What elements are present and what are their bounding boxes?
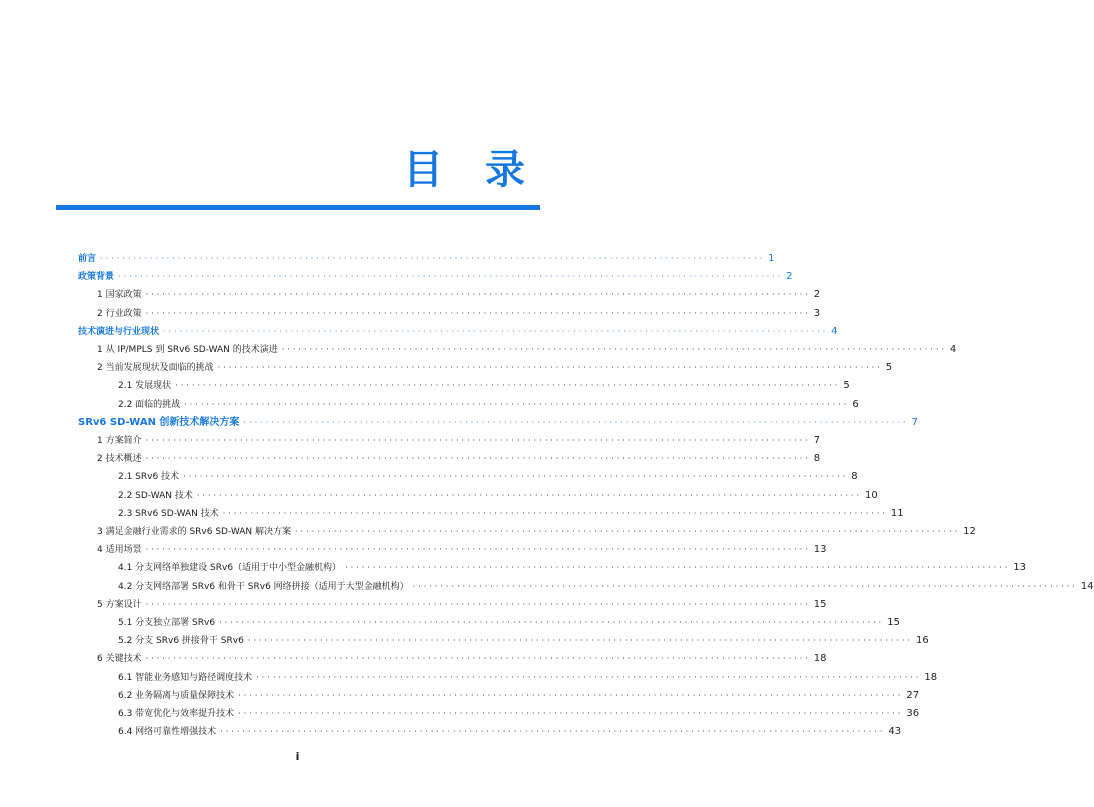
- toc-dot-leader: ························································································································: [145, 545, 811, 555]
- toc-entry-page: 18: [924, 671, 938, 683]
- toc-dot-leader: ························································································································: [295, 527, 961, 536]
- toc-entry-label: 6 关键技术: [97, 654, 142, 665]
- toc-entry-page: 4: [949, 344, 957, 355]
- toc-entry-page: 5: [885, 362, 893, 374]
- toc-dot-leader: ························································································································: [145, 290, 811, 300]
- toc-entry-label: 6.2 业务隔离与质量保障技术: [118, 690, 235, 701]
- toc-entry-page: 7: [813, 435, 821, 446]
- toc-entry[interactable]: [118, 468, 858, 486]
- toc-entry-page: 4: [831, 325, 838, 337]
- toc-dot-leader: ························································································································: [256, 672, 922, 682]
- toc-entry[interactable]: [97, 541, 827, 559]
- toc-entry[interactable]: [118, 687, 920, 705]
- toc-entry[interactable]: [118, 487, 878, 505]
- toc-entry[interactable]: [97, 286, 821, 304]
- toc-entry-label: 6.3 带宽优化与效率提升技术: [118, 709, 235, 719]
- toc-dot-leader: ························································································································: [145, 654, 811, 664]
- toc-entry[interactable]: [78, 250, 775, 268]
- title-divider: [56, 205, 540, 210]
- toc-dot-leader: ························································································································: [243, 417, 909, 427]
- toc-dot-leader: ························································································································: [238, 690, 904, 700]
- toc-dot-leader: ························································································································: [222, 508, 888, 518]
- toc-entry-label: 2.2 SD-WAN 技术: [118, 490, 193, 501]
- toc-entry-label: 3 满足金融行业需求的 SRv6 SD-WAN 解决方案: [97, 527, 292, 537]
- toc-entry-page: 2: [786, 271, 793, 283]
- toc-entry[interactable]: [118, 396, 859, 414]
- toc-entry[interactable]: [118, 632, 929, 650]
- toc-dot-leader: ························································································································: [238, 709, 904, 718]
- toc-dot-leader: ························································································································: [145, 436, 811, 445]
- toc-entry[interactable]: [97, 341, 957, 359]
- toc-entry-label: 2 当前发展现状及面临的挑战: [97, 363, 214, 374]
- toc-dot-leader: ························································································································: [281, 345, 947, 354]
- toc-entry[interactable]: [97, 650, 827, 668]
- toc-entry-label: 2 技术概述: [97, 454, 142, 465]
- toc-entry-label: 2.1 发展现状: [118, 381, 172, 392]
- toc-dot-leader: ························································································································: [196, 490, 863, 500]
- toc-entry-page: 13: [813, 544, 827, 556]
- toc-entry-page: 1: [768, 253, 775, 264]
- toc-entry[interactable]: [118, 705, 920, 723]
- toc-dot-leader: ························································································································: [163, 326, 829, 336]
- toc-dot-leader: ························································································································: [145, 308, 811, 318]
- toc-entry-label: 2.3 SRv6 SD-WAN 技术: [118, 508, 219, 519]
- toc-entry-label: 4 适用场景: [97, 545, 142, 556]
- toc-entry-page: 5: [843, 380, 850, 392]
- toc-entry-page: 36: [906, 708, 920, 719]
- toc-entry-page: 3: [813, 307, 821, 319]
- toc-entry-page: 12: [963, 526, 976, 537]
- toc-entry-label: 6.4 网络可靠性增强技术: [118, 727, 217, 738]
- toc-dot-leader: ························································································································: [118, 272, 784, 282]
- toc-entry-page: 8: [813, 453, 821, 465]
- toc-entry[interactable]: [118, 505, 904, 523]
- toc-entry-page: 11: [890, 507, 904, 519]
- toc-entry-page: 18: [813, 653, 827, 665]
- toc-entry-label: 技术演进与行业现状: [78, 326, 160, 337]
- toc-entry[interactable]: [97, 596, 827, 614]
- toc-entry[interactable]: [78, 268, 793, 286]
- toc-entry-label: 6.1 智能业务感知与路径调度技术: [118, 672, 253, 683]
- toc-entry[interactable]: [118, 559, 1026, 577]
- toc-dot-leader: ························································································································: [217, 363, 883, 373]
- toc-entry[interactable]: [97, 450, 821, 468]
- toc-entry-label: 5.2 分支 SRv6 拼接骨干 SRv6: [118, 636, 244, 647]
- toc-dot-leader: ························································································································: [145, 454, 811, 464]
- toc-entry-page: 8: [851, 471, 858, 483]
- toc-entry-page: 10: [865, 489, 878, 501]
- toc-dot-leader: ························································································································: [184, 399, 850, 409]
- toc-entry-page: 15: [813, 598, 827, 610]
- toc-entry[interactable]: [118, 669, 938, 687]
- page-number: i: [295, 750, 300, 763]
- toc-entry[interactable]: [97, 305, 821, 323]
- toc-entry-label: 2.2 面临的挑战: [118, 399, 181, 410]
- toc-entry-page: 7: [911, 416, 918, 428]
- toc-entry[interactable]: [78, 414, 918, 432]
- toc-dot-leader: ························································································································: [183, 472, 849, 482]
- toc-dot-leader: ························································································································: [345, 563, 1011, 573]
- toc-dot-leader: ························································································································: [219, 618, 885, 627]
- toc-entry-label: 5.1 分支独立部署 SRv6: [118, 618, 216, 628]
- toc-entry-page: 6: [852, 398, 859, 410]
- toc-entry[interactable]: [118, 578, 1094, 596]
- toc-dot-leader: ························································································································: [412, 581, 1078, 591]
- toc-entry-page: 2: [813, 289, 821, 301]
- toc-dot-leader: ························································································································: [145, 599, 811, 609]
- toc-entry-label: 2 行业政策: [97, 308, 142, 319]
- toc-entry[interactable]: [118, 614, 900, 632]
- toc-entry-label: 1 国家政策: [97, 290, 142, 301]
- toc-entry-label: 1 方案简介: [97, 436, 142, 446]
- toc-entry[interactable]: [97, 359, 893, 377]
- toc-dot-leader: ························································································································: [220, 727, 886, 737]
- toc-entry-page: 15: [887, 617, 900, 628]
- toc-entry-label: 政策背景: [78, 272, 115, 283]
- toc-dot-leader: ························································································································: [247, 636, 913, 646]
- toc-entry-label: 1 从 IP/MPLS 到 SRv6 SD-WAN 的技术演进: [97, 345, 278, 355]
- toc-entry-page: 14: [1080, 580, 1094, 592]
- toc-dot-leader: ························································································································: [175, 381, 841, 391]
- toc-entry-page: 27: [906, 689, 920, 701]
- toc-entry[interactable]: [97, 432, 821, 450]
- toc-entry-page: 16: [915, 635, 929, 647]
- toc-entry-label: 4.1 分支网络单独建设 SRv6（适用于中小型金融机构）: [118, 563, 342, 574]
- toc-entry-page: 43: [888, 726, 902, 738]
- toc-entry[interactable]: [97, 523, 976, 541]
- toc-entry-label: SRv6 SD-WAN 创新技术解决方案: [78, 416, 240, 428]
- toc-entry-label: 5 方案设计: [97, 599, 142, 610]
- toc-entry-label: 前言: [78, 254, 97, 264]
- toc-entry[interactable]: [118, 377, 850, 395]
- toc-entry[interactable]: [78, 323, 838, 341]
- toc-entry-label: 4.2 分支网络部署 SRv6 和骨干 SRv6 网络拼接（适用于大型金融机构）: [118, 581, 409, 592]
- page-title: 目 录: [403, 147, 539, 193]
- toc-entry-label: 2.1 SRv6 技术: [118, 472, 180, 483]
- toc-entry[interactable]: [118, 723, 902, 741]
- toc-entry-page: 13: [1013, 562, 1026, 574]
- toc-dot-leader: ························································································································: [100, 254, 766, 263]
